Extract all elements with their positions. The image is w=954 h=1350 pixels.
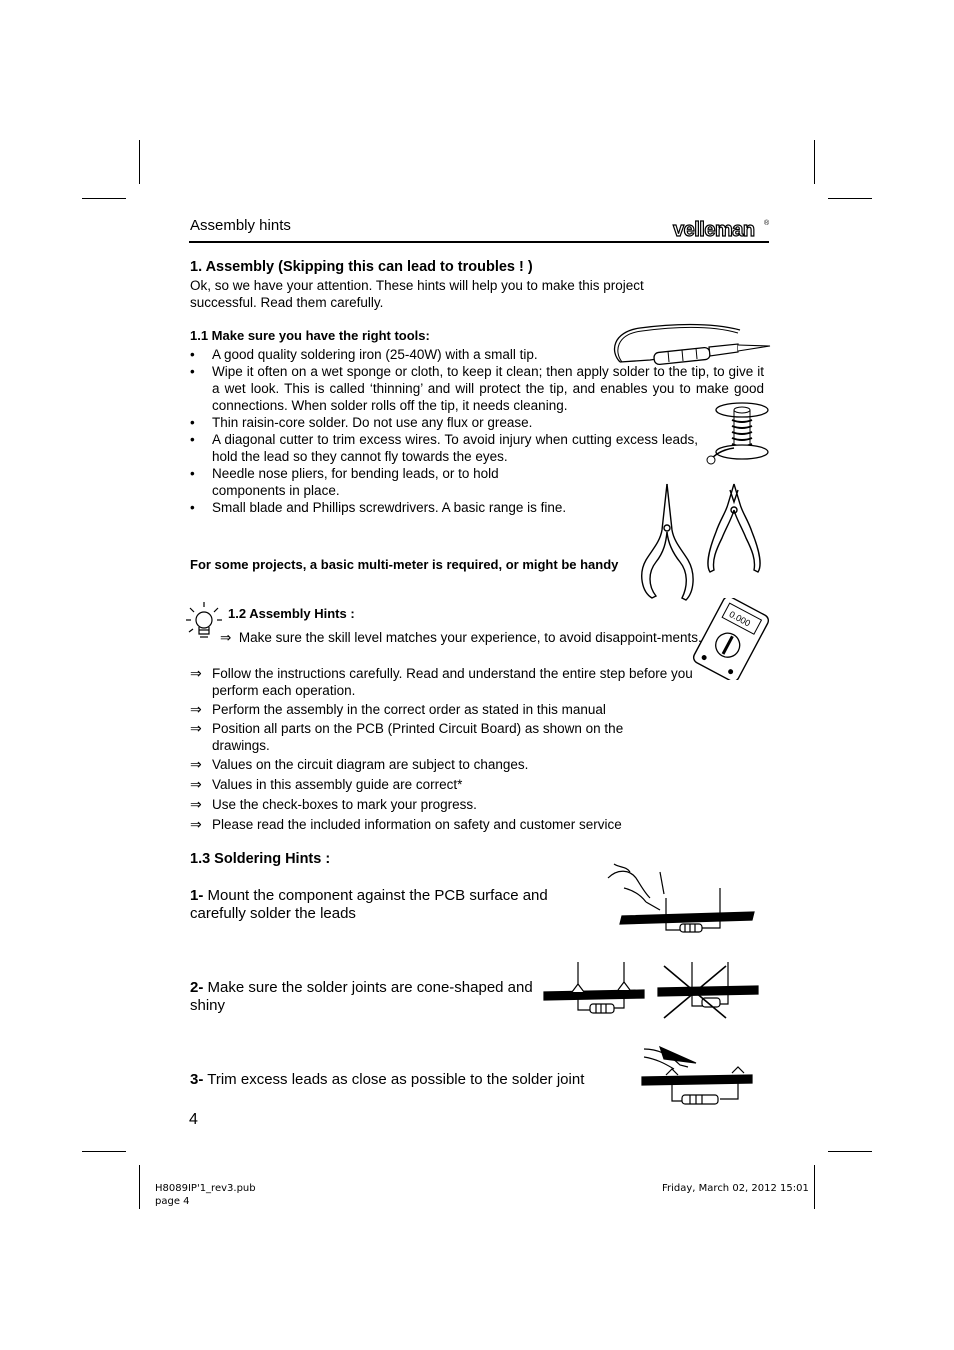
arrow-icon: ⇒ [190, 720, 202, 736]
list-item: • Thin raisin-core solder. Do not use any flux or grease. [190, 414, 770, 431]
arrow-icon: ⇒ [190, 816, 202, 832]
soldering-step: 3- Trim excess leads as close as possible to the solder joint [190, 1071, 585, 1088]
pliers-icon [636, 480, 772, 604]
crop-mark [828, 1151, 872, 1152]
svg-text:velleman: velleman [673, 219, 755, 240]
list-item: • A good quality soldering iron (25-40W) with a small tip. [190, 346, 602, 363]
page-number: 4 [189, 1111, 198, 1128]
hint-item: ⇒ Perform the assembly in the correct order as stated in this manual [190, 701, 606, 717]
hint-item: ⇒ Values on the circuit diagram are subject to changes. [190, 756, 529, 772]
hint-item: ⇒ Follow the instructions carefully. Read and understand the entire step before you perform each operation. [190, 665, 693, 698]
header-title: Assembly hints [190, 217, 291, 234]
arrow-icon: ⇒ [190, 796, 202, 812]
header-rule [189, 241, 769, 243]
crop-mark [139, 1165, 140, 1209]
footer-page: page 4 [155, 1196, 190, 1207]
soldering-step: 1- Mount the component against the PCB surface and carefully solder the leads [190, 887, 548, 922]
list-item: • Wipe it often on a wet sponge or cloth, to keep it clean; then apply solder to the tip, to give it a wet look. This is called ‘thinning’ and will protect the tip, and enables you to make good connections. When solder rolls off the tip, it needs cleaning. [190, 363, 764, 414]
soldering-step: 2- Make sure the solder joints are cone-shaped and shiny [190, 979, 533, 1014]
svg-text:0.000: 0.000 [727, 609, 753, 629]
crop-mark [82, 198, 126, 199]
arrow-icon: ⇒ [190, 776, 202, 792]
assembly-hints-list [190, 665, 720, 835]
multimeter-note: For some projects, a basic multi-meter is required, or might be handy [190, 557, 619, 572]
list-item: • A diagonal cutter to trim excess wires. To avoid injury when cutting excess leads, hold the lead so they cannot fly towards the eyes. [190, 431, 698, 465]
crop-mark [139, 140, 140, 184]
soldering-iron-icon [610, 322, 775, 370]
solder-spool-icon [700, 400, 772, 472]
section-heading: 1. Assembly (Skipping this can lead to troubles ! ) [190, 259, 533, 275]
arrow-icon: ⇒ [220, 630, 232, 645]
arrow-icon: ⇒ [190, 665, 202, 681]
intro-line: Ok, so we have your attention. These hints will help you to make this project [190, 278, 644, 293]
trim-leads-illustration [640, 1045, 756, 1111]
hint-item: ⇒ Please read the included information on safety and customer service [190, 816, 622, 832]
arrow-icon: ⇒ [190, 756, 202, 772]
footer-date: Friday, March 02, 2012 15:01 [662, 1183, 809, 1194]
list-item: • Small blade and Phillips screwdrivers. A basic range is fine. [190, 499, 770, 516]
crop-mark [82, 1151, 126, 1152]
hint-item: ⇒ Position all parts on the PCB (Printed Circuit Board) as shown on the drawings. [190, 720, 624, 753]
bad-joint-illustration [656, 958, 760, 1024]
crop-mark [814, 140, 815, 184]
hint-item: ⇒ Use the check-boxes to mark your progress. [190, 796, 477, 812]
soldering-heading: 1.3 Soldering Hints : [190, 851, 331, 867]
hint-item: ⇒ Make sure the skill level matches your experience, to avoid disappoint-ments. [220, 630, 702, 645]
crop-mark [814, 1165, 815, 1209]
mount-component-illustration [604, 858, 756, 940]
tools-heading: 1.1 Make sure you have the right tools: [190, 328, 430, 343]
assembly-hints-heading: 1.2 Assembly Hints : [228, 606, 355, 621]
hint-item: ⇒ Values in this assembly guide are correct* [190, 776, 463, 792]
footer-file: H8089IP'1_rev3.pub [155, 1183, 256, 1194]
intro-line: successful. Read them carefully. [190, 295, 384, 310]
arrow-icon: ⇒ [190, 701, 202, 717]
good-joint-illustration [542, 958, 646, 1024]
crop-mark [828, 198, 872, 199]
svg-text:®: ® [764, 220, 770, 227]
list-item: • Needle nose pliers, for bending leads, or to hold components in place. [190, 465, 532, 499]
